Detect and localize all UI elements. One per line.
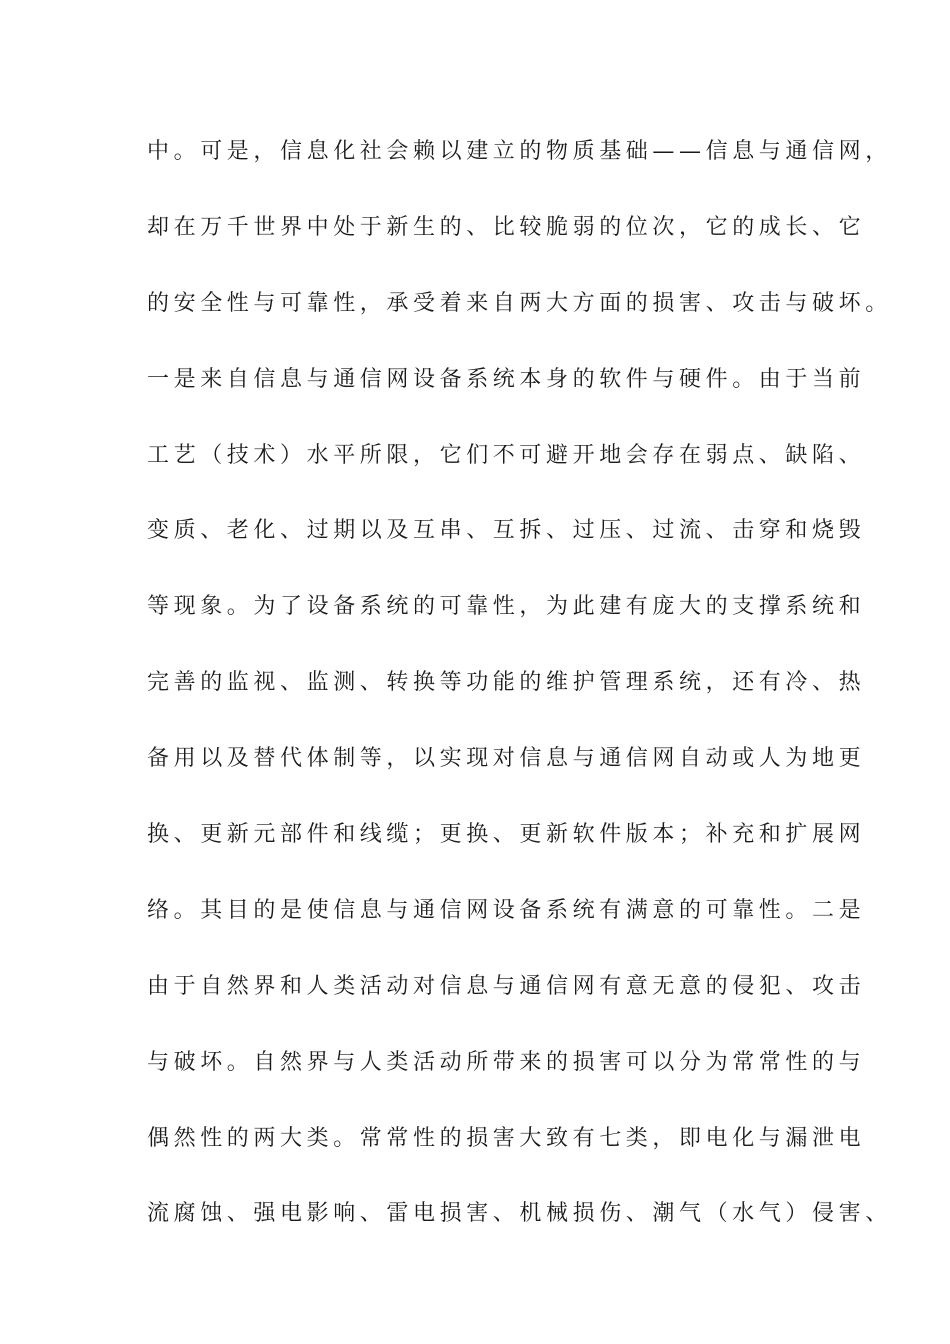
text-line: 却在万千世界中处于新生的、比较脆弱的位次，它的成长、它 [147,214,866,240]
text-line: 等现象。为了设备系统的可靠性，为此建有庞大的支撑系统和 [147,594,866,620]
text-line: 的安全性与可靠性，承受着来自两大方面的损害、攻击与破坏。 [147,290,892,316]
text-line: 备用以及替代体制等，以实现对信息与通信网自动或人为地更 [147,746,866,772]
text-line: 偶然性的两大类。常常性的损害大致有七类，即电化与漏泄电 [147,1125,866,1151]
text-line: 变质、老化、过期以及互串、互拆、过压、过流、击穿和烧毁 [147,518,866,544]
text-line: 与破坏。自然界与人类活动所带来的损害可以分为常常性的与 [147,1049,866,1075]
text-line: 完善的监视、监测、转换等功能的维护管理系统，还有冷、热 [147,670,866,696]
text-line: 流腐蚀、强电影响、雷电损害、机械损伤、潮气（水气）侵害、 [147,1201,892,1227]
text-line: 一是来自信息与通信网设备系统本身的软件与硬件。由于当前 [147,366,866,392]
text-line: 络。其目的是使信息与通信网设备系统有满意的可靠性。二是 [147,897,866,923]
text-line: 由于自然界和人类活动对信息与通信网有意无意的侵犯、攻击 [147,973,866,999]
body-paragraph [147,126,892,1264]
text-line: 换、更新元部件和线缆；更换、更新软件版本；补充和扩展网 [147,822,866,848]
text-line: 中。可是，信息化社会赖以建立的物质基础——信息与通信网， [147,139,892,164]
text-line: 工艺（技术）水平所限，它们不可避开地会存在弱点、缺陷、 [147,442,866,468]
